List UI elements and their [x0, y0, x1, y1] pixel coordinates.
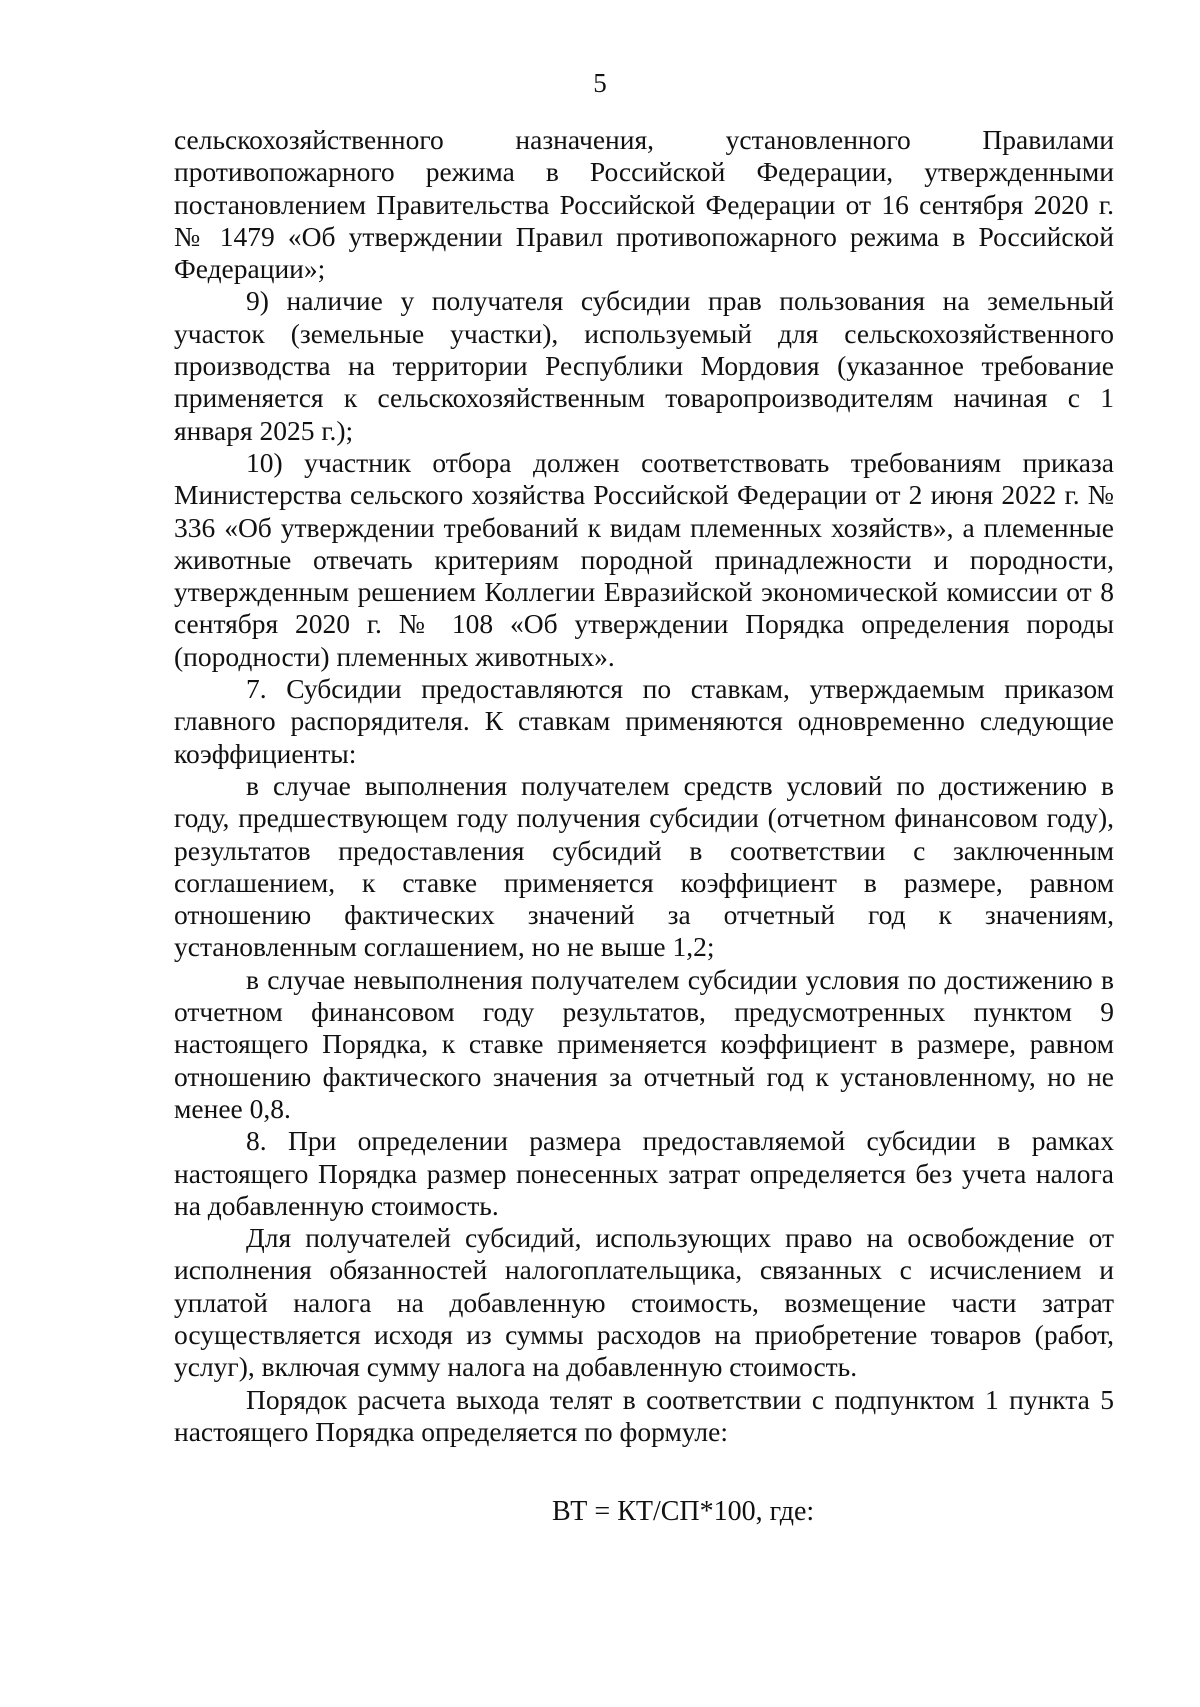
- paragraph-item-10: 10) участник отбора должен соответствовать требованиям приказа Министерства сельского хозяйства Российской Федерации от 2 июня 2022 г. № 336 «Об утверждении требований к видам племенных хозяйств», а племенные животные отвечать критериям породной принадлежности и породности, утвержденным решением Коллегии Евразийской экономической комиссии от 8 сентября 2020 г. № 108 «Об утверждении Порядка определения породы (породности) племенных животных».: [174, 446, 1114, 672]
- paragraph-clause-7: 7. Субсидии предоставляются по ставкам, утверждаемым приказом главного распорядителя. К ставкам применяются одновременно следующие коэффициенты:: [174, 673, 1114, 769]
- paragraph-vat-exemption: Для получателей субсидий, использующих право на освобождение от исполнения обязанностей налогоплательщика, связанных с исчислением и уплатой налога на добавленную стоимость, возмещение части затрат осуществляется исходя из суммы расходов на приобретение товаров (работ, услуг), включая сумму налога на добавленную стоимость.: [174, 1222, 1114, 1383]
- paragraph-coefficient-unfulfilled: в случае невыполнения получателем субсидии условия по достижению в отчетном финансовом году результатов, предусмотренных пунктом 9 настоящего Порядка, к ставке применяется коэффициент в размере, равном отношению фактического значения за отчетный год к установленному, но не менее 0,8.: [174, 963, 1114, 1124]
- page-number: 5: [593, 68, 607, 98]
- formula: ВТ = КТ/СП*100, где:: [552, 1496, 815, 1527]
- paragraph-coefficient-fulfilled: в случае выполнения получателем средств условий по достижению в году, предшествующем году получения субсидии (отчетном финансовом году), результатов предоставления субсидий в соответствии с заключенным соглашением, к ставке применяется коэффициент в размере, равном отношению фактических значений за отчетный год к значениям, установленным соглашением, но не выше 1,2;: [174, 769, 1114, 963]
- paragraph-clause-8: 8. При определении размера предоставляемой субсидии в рамках настоящего Порядка размер понесенных затрат определяется без учета налога на добавленную стоимость.: [174, 1125, 1114, 1221]
- paragraph-item-9: 9) наличие у получателя субсидии прав пользования на земельный участок (земельные участки), используемый для сельскохозяйственного производства на территории Республики Мордовия (указанное требование применяется к сельскохозяйственным товаропроизводителям начиная с 1 января 2025 г.);: [174, 285, 1114, 446]
- document-body: [174, 124, 1114, 1448]
- paragraph-calf-yield-calculation: Порядок расчета выхода телят в соответствии с подпунктом 1 пункта 5 настоящего Порядка определяется по формуле:: [174, 1383, 1114, 1447]
- paragraph-fire-regime-continuation: сельскохозяйственного назначения, установленного Правилами противопожарного режима в Российской Федерации, утвержденными постановлением Правительства Российской Федерации от 16 сентября 2020 г. № 1479 «Об утверждении Правил противопожарного режима в Российской Федерации»;: [174, 124, 1114, 285]
